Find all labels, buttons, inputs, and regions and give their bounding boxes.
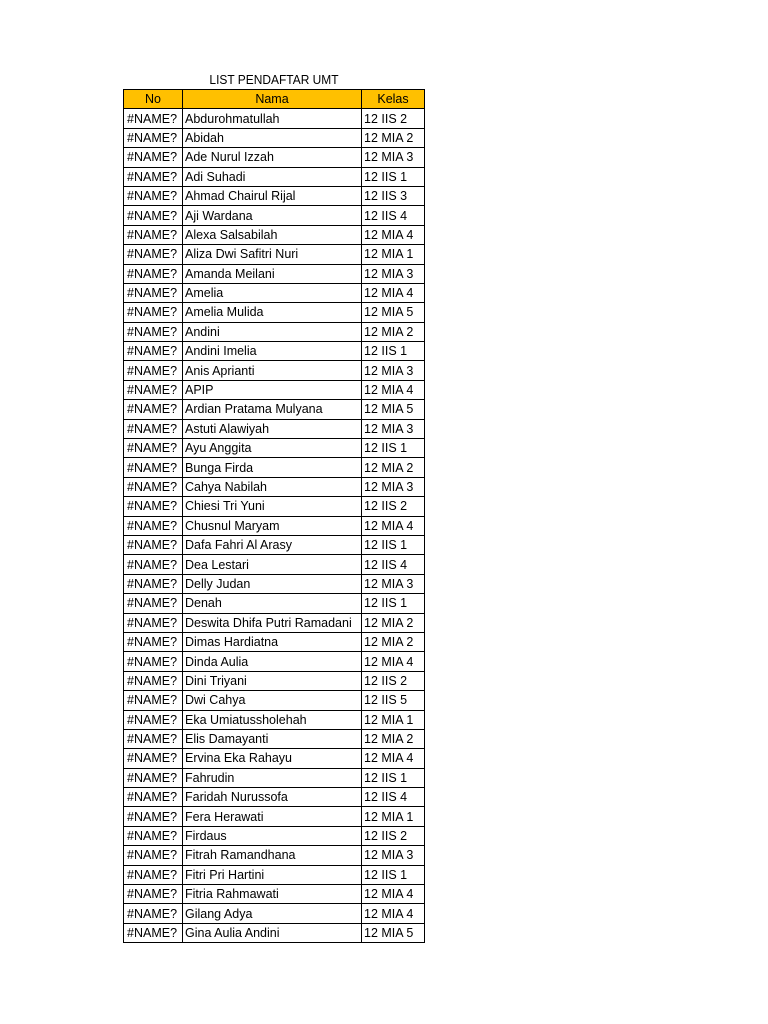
cell-kelas[interactable]: 12 IIS 3: [362, 186, 425, 205]
table-row: [124, 555, 425, 574]
cell-nama[interactable]: Gina Aulia Andini: [183, 923, 362, 942]
cell-nama[interactable]: APIP: [183, 380, 362, 399]
table-row: [124, 613, 425, 632]
cell-nama[interactable]: Dea Lestari: [183, 555, 362, 574]
table-row: [124, 167, 425, 186]
cell-kelas[interactable]: 12 MIA 2: [362, 632, 425, 651]
cell-kelas[interactable]: 12 MIA 2: [362, 729, 425, 748]
cell-nama[interactable]: Abidah: [183, 128, 362, 147]
table-row: [124, 846, 425, 865]
table-row: [124, 768, 425, 787]
cell-kelas[interactable]: 12 MIA 4: [362, 652, 425, 671]
cell-nama[interactable]: Ahmad Chairul Rijal: [183, 186, 362, 205]
cell-no[interactable]: #NAME?: [124, 652, 183, 671]
cell-kelas[interactable]: 12 MIA 5: [362, 400, 425, 419]
table-row: [124, 361, 425, 380]
cell-no[interactable]: #NAME?: [124, 729, 183, 748]
table-row: [124, 186, 425, 205]
cell-no[interactable]: #NAME?: [124, 691, 183, 710]
table-row: [124, 788, 425, 807]
cell-kelas[interactable]: 12 MIA 4: [362, 283, 425, 302]
table-row: [124, 264, 425, 283]
cell-kelas[interactable]: 12 MIA 3: [362, 846, 425, 865]
cell-no[interactable]: #NAME?: [124, 439, 183, 458]
table-row: [124, 206, 425, 225]
table-row: [124, 458, 425, 477]
table-row: [124, 865, 425, 884]
cell-kelas[interactable]: 12 MIA 4: [362, 380, 425, 399]
table-row: [124, 885, 425, 904]
cell-nama[interactable]: Delly Judan: [183, 574, 362, 593]
table-row: [124, 245, 425, 264]
table-row: [124, 380, 425, 399]
cell-kelas[interactable]: 12 MIA 4: [362, 225, 425, 244]
cell-no[interactable]: #NAME?: [124, 458, 183, 477]
cell-kelas[interactable]: 12 MIA 5: [362, 303, 425, 322]
cell-no[interactable]: #NAME?: [124, 264, 183, 283]
cell-nama[interactable]: Elis Damayanti: [183, 729, 362, 748]
cell-nama[interactable]: Fera Herawati: [183, 807, 362, 826]
cell-no[interactable]: #NAME?: [124, 535, 183, 554]
header-nama[interactable]: Nama: [183, 90, 362, 109]
cell-no[interactable]: #NAME?: [124, 574, 183, 593]
cell-kelas[interactable]: 12 MIA 3: [362, 361, 425, 380]
cell-kelas[interactable]: 12 IIS 4: [362, 555, 425, 574]
cell-nama[interactable]: Fitrah Ramandhana: [183, 846, 362, 865]
table-row: [124, 594, 425, 613]
cell-nama[interactable]: Eka Umiatussholehah: [183, 710, 362, 729]
cell-nama[interactable]: Amelia Mulida: [183, 303, 362, 322]
cell-kelas[interactable]: 12 MIA 4: [362, 885, 425, 904]
sheet-title: LIST PENDAFTAR UMT: [209, 72, 339, 87]
cell-kelas[interactable]: 12 IIS 1: [362, 594, 425, 613]
table-row: [124, 807, 425, 826]
cell-no[interactable]: #NAME?: [124, 245, 183, 264]
cell-no[interactable]: #NAME?: [124, 671, 183, 690]
table-row: [124, 574, 425, 593]
cell-kelas[interactable]: 12 MIA 3: [362, 264, 425, 283]
table-row: [124, 419, 425, 438]
table-row: [124, 109, 425, 128]
table-row: [124, 477, 425, 496]
cell-no[interactable]: #NAME?: [124, 516, 183, 535]
cell-nama[interactable]: Denah: [183, 594, 362, 613]
cell-no[interactable]: #NAME?: [124, 710, 183, 729]
cell-no[interactable]: #NAME?: [124, 768, 183, 787]
cell-no[interactable]: #NAME?: [124, 885, 183, 904]
cell-no[interactable]: #NAME?: [124, 148, 183, 167]
cell-no[interactable]: #NAME?: [124, 225, 183, 244]
cell-nama[interactable]: Chusnul Maryam: [183, 516, 362, 535]
cell-nama[interactable]: Alexa Salsabilah: [183, 225, 362, 244]
cell-nama[interactable]: Fahrudin: [183, 768, 362, 787]
cell-no[interactable]: #NAME?: [124, 807, 183, 826]
cell-no[interactable]: #NAME?: [124, 613, 183, 632]
table-row: [124, 729, 425, 748]
cell-kelas[interactable]: 12 IIS 2: [362, 671, 425, 690]
cell-no[interactable]: #NAME?: [124, 303, 183, 322]
registrant-table: [123, 89, 425, 943]
cell-nama[interactable]: Fitria Rahmawati: [183, 885, 362, 904]
table-row: [124, 322, 425, 341]
table-row: [124, 128, 425, 147]
table-row: [124, 632, 425, 651]
cell-nama[interactable]: Dwi Cahya: [183, 691, 362, 710]
cell-nama[interactable]: Firdaus: [183, 826, 362, 845]
cell-kelas[interactable]: 12 IIS 2: [362, 497, 425, 516]
cell-nama[interactable]: Amelia: [183, 283, 362, 302]
cell-nama[interactable]: Andini: [183, 322, 362, 341]
cell-no[interactable]: #NAME?: [124, 128, 183, 147]
table-row: [124, 148, 425, 167]
cell-kelas[interactable]: 12 IIS 1: [362, 865, 425, 884]
cell-kelas[interactable]: 12 MIA 5: [362, 923, 425, 942]
cell-nama[interactable]: Adi Suhadi: [183, 167, 362, 186]
cell-kelas[interactable]: 12 IIS 5: [362, 691, 425, 710]
cell-no[interactable]: #NAME?: [124, 380, 183, 399]
cell-kelas[interactable]: 12 IIS 1: [362, 167, 425, 186]
header-kelas[interactable]: Kelas: [362, 90, 425, 109]
cell-no[interactable]: #NAME?: [124, 419, 183, 438]
table-row: [124, 826, 425, 845]
cell-kelas[interactable]: 12 MIA 2: [362, 458, 425, 477]
table-row: [124, 749, 425, 768]
cell-nama[interactable]: Ardian Pratama Mulyana: [183, 400, 362, 419]
cell-nama[interactable]: Dinda Aulia: [183, 652, 362, 671]
cell-kelas[interactable]: 12 IIS 1: [362, 439, 425, 458]
cell-nama[interactable]: Deswita Dhifa Putri Ramadani: [183, 613, 362, 632]
cell-nama[interactable]: Dini Triyani: [183, 671, 362, 690]
cell-nama[interactable]: Amanda Meilani: [183, 264, 362, 283]
cell-nama[interactable]: Ade Nurul Izzah: [183, 148, 362, 167]
cell-kelas[interactable]: 12 MIA 3: [362, 419, 425, 438]
table-row: [124, 671, 425, 690]
table-row: [124, 652, 425, 671]
cell-no[interactable]: #NAME?: [124, 749, 183, 768]
cell-nama[interactable]: Chiesi Tri Yuni: [183, 497, 362, 516]
table-row: [124, 904, 425, 923]
table-row: [124, 303, 425, 322]
table-row: [124, 439, 425, 458]
cell-no[interactable]: #NAME?: [124, 555, 183, 574]
cell-nama[interactable]: Bunga Firda: [183, 458, 362, 477]
cell-kelas[interactable]: 12 MIA 2: [362, 613, 425, 632]
table-row: [124, 497, 425, 516]
cell-no[interactable]: #NAME?: [124, 865, 183, 884]
cell-no[interactable]: #NAME?: [124, 342, 183, 361]
cell-no[interactable]: #NAME?: [124, 186, 183, 205]
cell-nama[interactable]: Ervina Eka Rahayu: [183, 749, 362, 768]
cell-kelas[interactable]: 12 IIS 2: [362, 826, 425, 845]
cell-no[interactable]: #NAME?: [124, 923, 183, 942]
cell-no[interactable]: #NAME?: [124, 206, 183, 225]
cell-kelas[interactable]: 12 MIA 1: [362, 710, 425, 729]
cell-kelas[interactable]: 12 MIA 1: [362, 245, 425, 264]
cell-kelas[interactable]: 12 MIA 1: [362, 807, 425, 826]
cell-kelas[interactable]: 12 MIA 4: [362, 904, 425, 923]
cell-no[interactable]: #NAME?: [124, 283, 183, 302]
cell-no[interactable]: #NAME?: [124, 322, 183, 341]
cell-nama[interactable]: Fitri Pri Hartini: [183, 865, 362, 884]
table-row: [124, 400, 425, 419]
header-no[interactable]: No: [124, 90, 183, 109]
cell-nama[interactable]: Abdurohmatullah: [183, 109, 362, 128]
cell-kelas[interactable]: 12 MIA 3: [362, 574, 425, 593]
cell-kelas[interactable]: 12 IIS 2: [362, 109, 425, 128]
cell-kelas[interactable]: 12 MIA 2: [362, 128, 425, 147]
cell-no[interactable]: #NAME?: [124, 477, 183, 496]
cell-nama[interactable]: Aji Wardana: [183, 206, 362, 225]
cell-kelas[interactable]: 12 IIS 1: [362, 535, 425, 554]
cell-nama[interactable]: Dimas Hardiatna: [183, 632, 362, 651]
table-row: [124, 283, 425, 302]
cell-no[interactable]: #NAME?: [124, 167, 183, 186]
cell-nama[interactable]: Gilang Adya: [183, 904, 362, 923]
cell-no[interactable]: #NAME?: [124, 904, 183, 923]
cell-kelas[interactable]: 12 MIA 4: [362, 516, 425, 535]
cell-nama[interactable]: Dafa Fahri Al Arasy: [183, 535, 362, 554]
table-body: [124, 109, 425, 943]
cell-kelas[interactable]: 12 MIA 4: [362, 749, 425, 768]
cell-no[interactable]: #NAME?: [124, 826, 183, 845]
table-row: [124, 516, 425, 535]
table-row: [124, 923, 425, 942]
cell-kelas[interactable]: 12 MIA 3: [362, 148, 425, 167]
cell-nama[interactable]: Faridah Nurussofa: [183, 788, 362, 807]
cell-no[interactable]: #NAME?: [124, 361, 183, 380]
cell-no[interactable]: #NAME?: [124, 846, 183, 865]
cell-kelas[interactable]: 12 IIS 1: [362, 342, 425, 361]
cell-nama[interactable]: Cahya Nabilah: [183, 477, 362, 496]
cell-kelas[interactable]: 12 IIS 4: [362, 788, 425, 807]
cell-kelas[interactable]: 12 IIS 1: [362, 768, 425, 787]
header-row: [124, 90, 425, 109]
cell-no[interactable]: #NAME?: [124, 497, 183, 516]
table-row: [124, 225, 425, 244]
cell-nama[interactable]: Aliza Dwi Safitri Nuri: [183, 245, 362, 264]
cell-no[interactable]: #NAME?: [124, 109, 183, 128]
cell-no[interactable]: #NAME?: [124, 788, 183, 807]
cell-nama[interactable]: Ayu Anggita: [183, 439, 362, 458]
cell-nama[interactable]: Anis Aprianti: [183, 361, 362, 380]
cell-nama[interactable]: Andini Imelia: [183, 342, 362, 361]
cell-kelas[interactable]: 12 MIA 3: [362, 477, 425, 496]
cell-no[interactable]: #NAME?: [124, 632, 183, 651]
table-row: [124, 342, 425, 361]
cell-no[interactable]: #NAME?: [124, 594, 183, 613]
table-row: [124, 691, 425, 710]
table-row: [124, 535, 425, 554]
cell-no[interactable]: #NAME?: [124, 400, 183, 419]
cell-kelas[interactable]: 12 MIA 2: [362, 322, 425, 341]
cell-nama[interactable]: Astuti Alawiyah: [183, 419, 362, 438]
cell-kelas[interactable]: 12 IIS 4: [362, 206, 425, 225]
table-row: [124, 710, 425, 729]
